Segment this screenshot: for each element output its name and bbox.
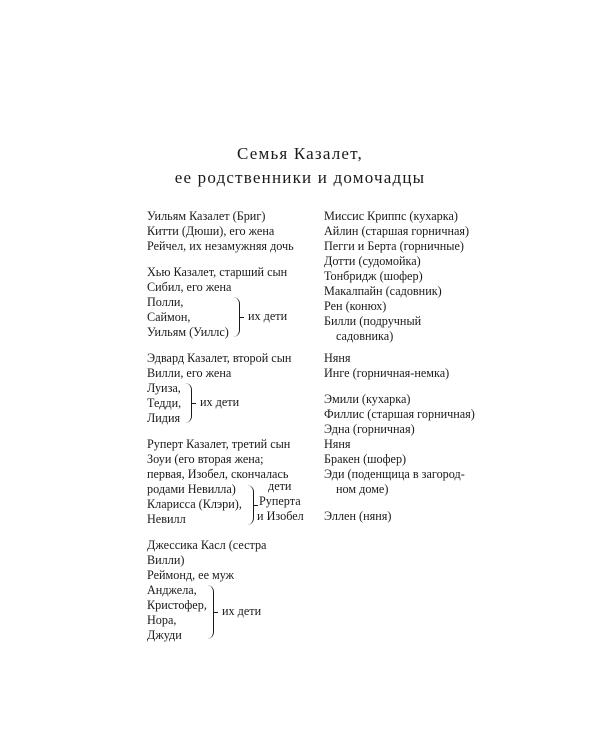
child-entry: Анджела,	[147, 583, 197, 597]
entry: Эдна (горничная)	[324, 422, 415, 436]
entry: Эллен (няня)	[324, 509, 392, 523]
entry: Дотти (судомойка)	[324, 254, 421, 268]
child-entry: Нора,	[147, 613, 177, 627]
entry: Миссис Криппс (кухарка)	[324, 209, 458, 223]
entry: Пегги и Берта (горничные)	[324, 239, 464, 253]
child-entry: Уильям (Уиллс)	[147, 325, 229, 339]
child-entry: Невилл	[147, 512, 186, 526]
brace	[207, 585, 214, 639]
child-entry: Луиза,	[147, 381, 181, 395]
entry: Джессика Касл (сестра	[147, 538, 267, 552]
entry: Бракен (шофер)	[324, 452, 407, 466]
entry: Вилли, его жена	[147, 366, 232, 380]
child-entry: Кристофер,	[147, 598, 207, 612]
entry: Эмили (кухарка)	[324, 392, 411, 406]
entry: Тонбридж (шофер)	[324, 269, 423, 283]
entry: Айлин (старшая горничная)	[324, 224, 470, 238]
child-entry: Тедди,	[147, 396, 182, 410]
entry: родами Невилла)	[147, 482, 236, 496]
entry: Уильям Казалет (Бриг)	[147, 209, 266, 223]
child-entry: Лидия	[147, 411, 181, 425]
entry: Рейчел, их незамужняя дочь	[147, 239, 294, 253]
children-label: их дети	[222, 604, 262, 618]
entry: садовника)	[336, 329, 394, 343]
entry: ном доме)	[336, 482, 389, 496]
entry: Зоуи (его вторая жена;	[147, 452, 264, 466]
entry: Китти (Дюши), его жена	[147, 224, 275, 238]
entry: Эдвард Казалет, второй сын	[147, 351, 292, 365]
entry: Няня	[324, 437, 351, 451]
children-label: дети	[268, 479, 292, 493]
brace	[233, 297, 240, 337]
entry: первая, Изобел, скончалась	[147, 467, 289, 481]
brace	[247, 485, 254, 525]
entry: Филлис (старшая горничная)	[324, 407, 475, 421]
entry: Инге (горничная-немка)	[324, 366, 450, 380]
child-entry: Джуди	[147, 628, 182, 642]
children-label: их дети	[248, 309, 288, 323]
entry: Вилли)	[147, 553, 185, 567]
entry: Билли (подручный	[324, 314, 422, 328]
children-label: и Изобел	[257, 509, 304, 523]
title-line-1: Семья Казалет,	[237, 144, 363, 163]
entry: Реймонд, ее муж	[147, 568, 235, 582]
title-line-2: ее родственники и домочадцы	[174, 168, 426, 187]
entry: Макалпайн (садовник)	[324, 284, 442, 298]
children-label: Руперта	[259, 494, 301, 508]
child-entry: Саймон,	[147, 310, 191, 324]
entry: Сибил, его жена	[147, 280, 232, 294]
child-entry: Полли,	[147, 295, 184, 309]
entry: Рен (конюх)	[324, 299, 387, 313]
entry: Руперт Казалет, третий сын	[147, 437, 291, 451]
entry: Няня	[324, 351, 351, 365]
brace	[185, 383, 192, 423]
entry: Хью Казалет, старший сын	[147, 265, 288, 279]
children-label: их дети	[200, 395, 240, 409]
entry: Эди (поденщица в загород-	[324, 467, 465, 481]
child-entry: Кларисса (Клэри),	[147, 497, 242, 511]
